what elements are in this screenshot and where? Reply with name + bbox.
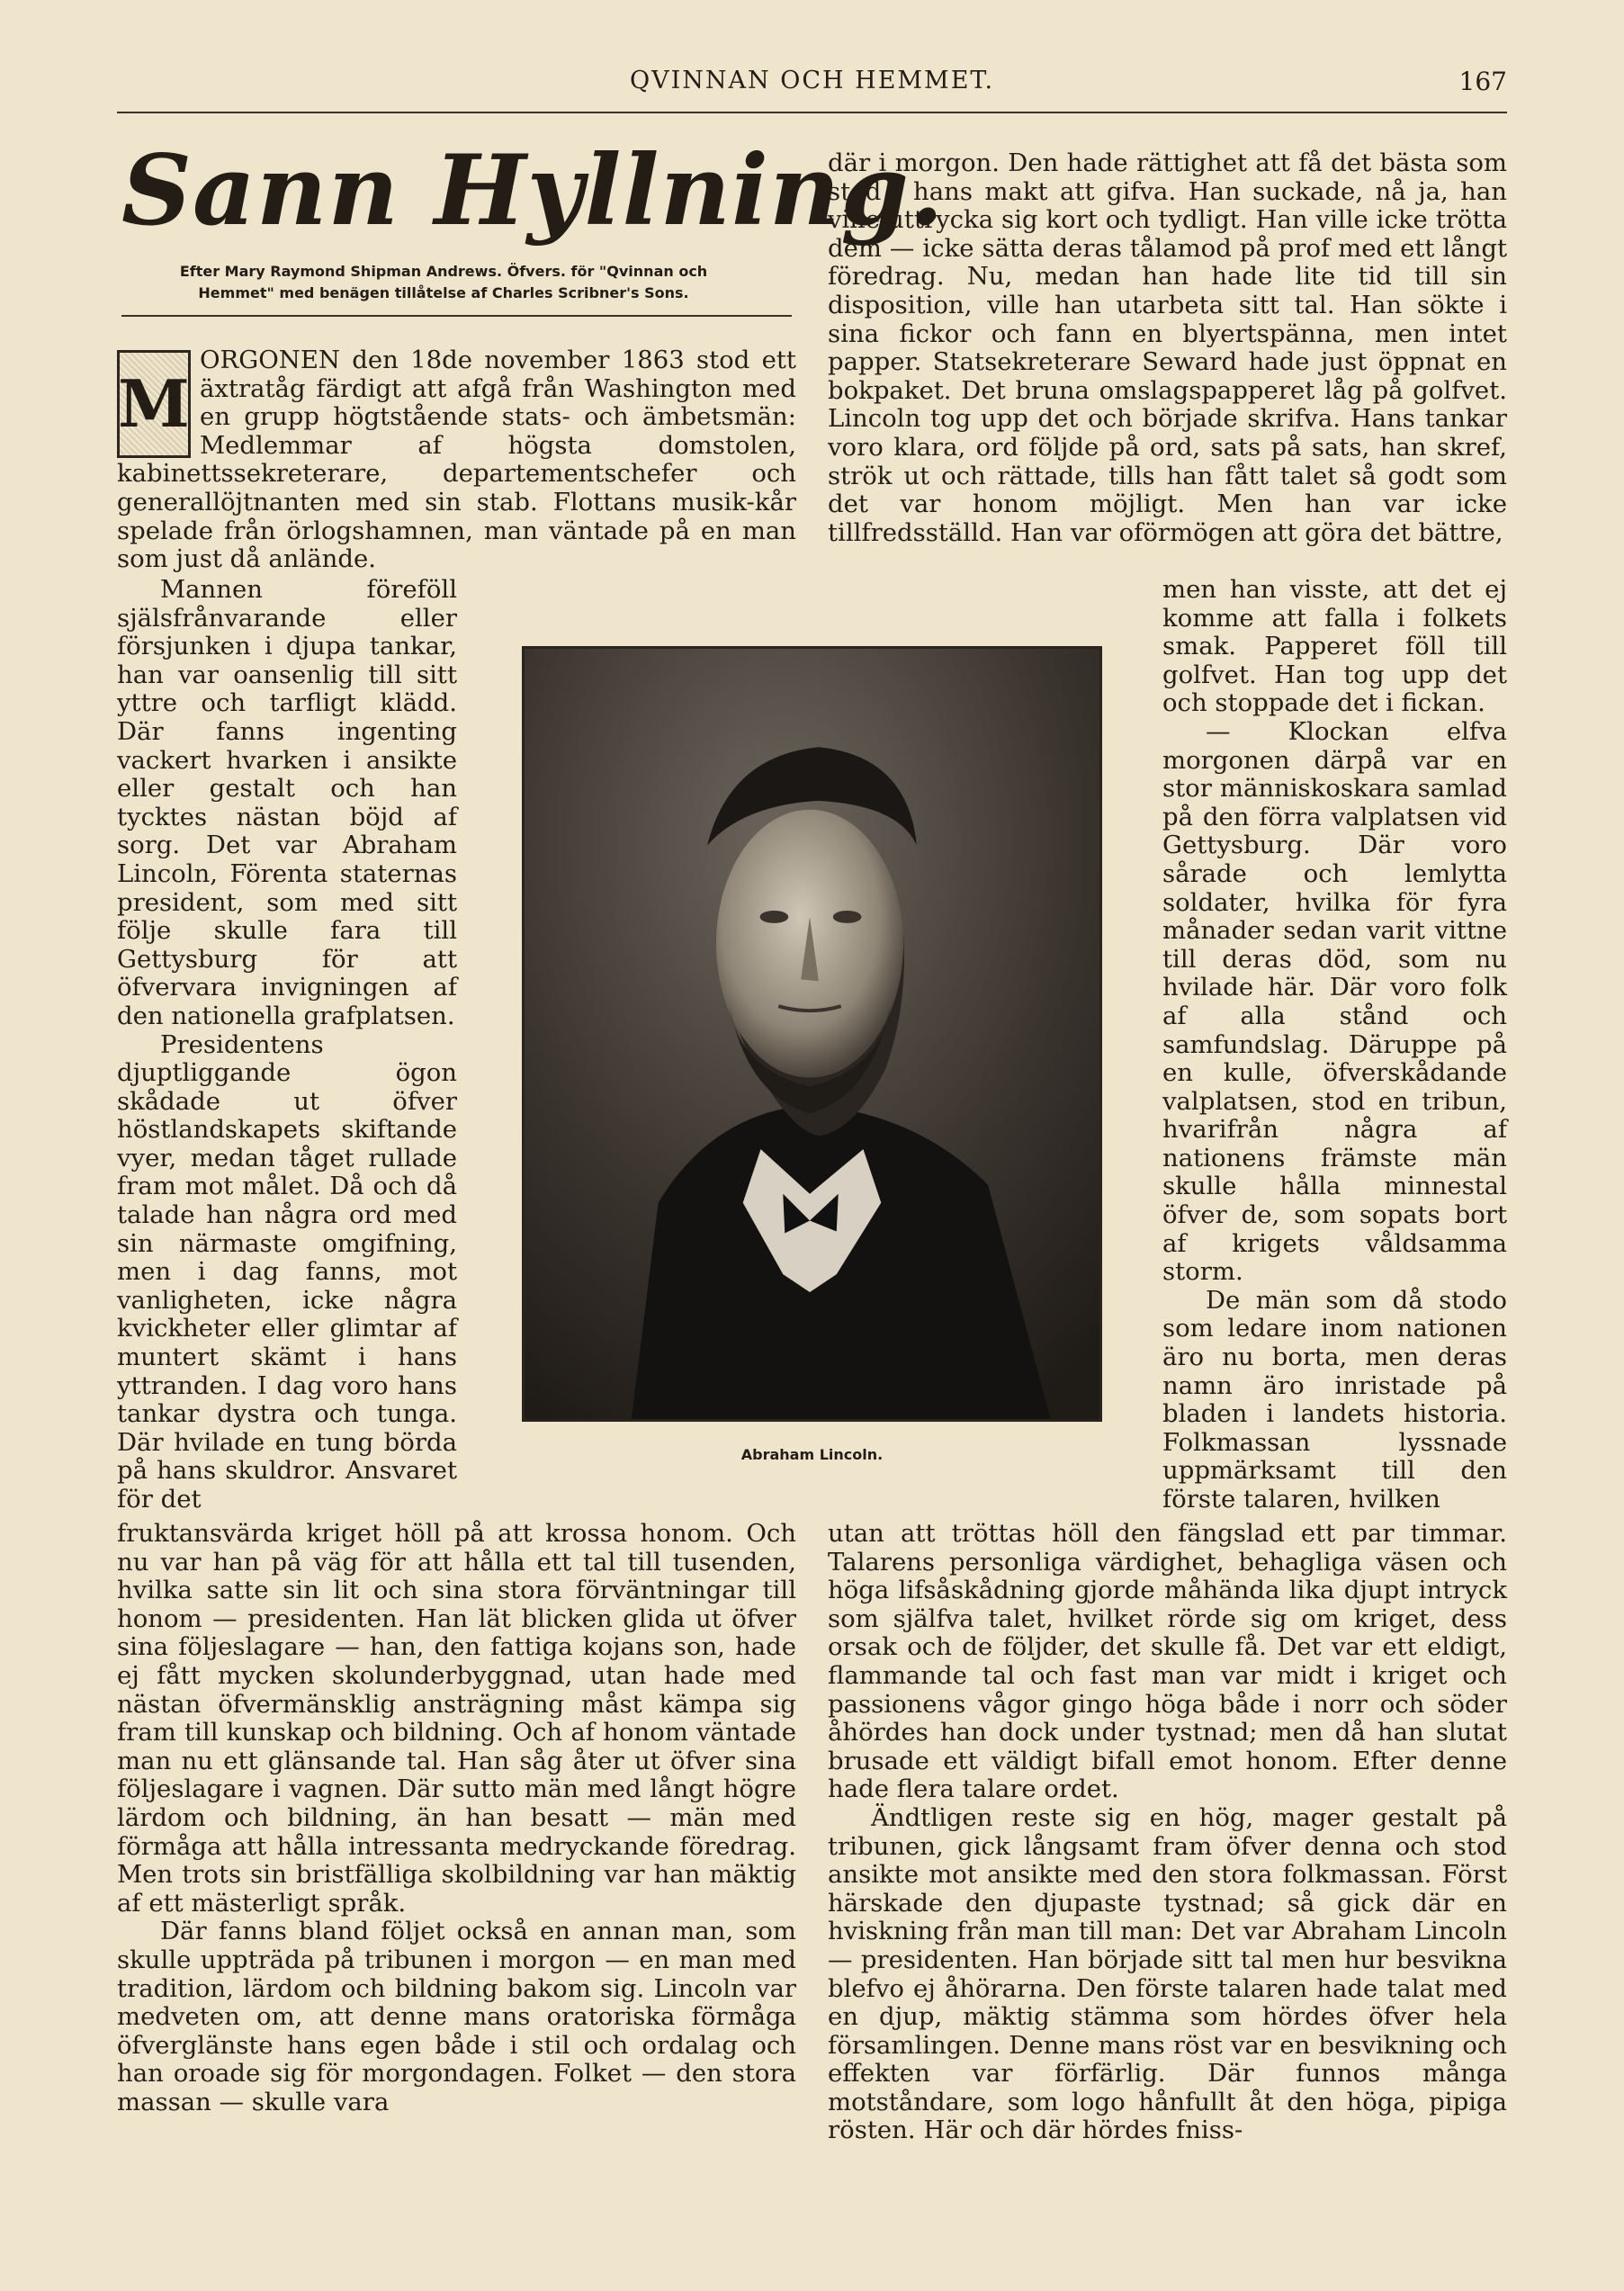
left-column-bottom [117, 1520, 796, 2116]
paragraph: — Klockan elfva morgonen därpå var en stor människoskara samlad på den förra valplatsen vid Gettysburg. Där voro sårade och lemlytta soldater, hvilka för fyra månader sedan varit vittne till deras död, som nu hvilade här. Där voro folk af alla stånd och samfundslag. Däruppe på en kulle, öfverskådande valplatsen, stod en tribun, hvarifrån några af nationens främste män skulle hålla minnestal öfver de, som sopats bort af krigets våldsamma storm. [1162, 716, 1507, 1287]
running-title: QVINNAN OCH HEMMET. [629, 67, 995, 94]
left-column-narrow [117, 576, 457, 1514]
paragraph: De män som då stodo som ledare inom nationen äro nu borta, men deras namn äro inristade på bladen i landets historia. Folkmassan lyssnade uppmärksamt till den förste talaren, hvilken [1162, 1285, 1507, 1514]
article-title: Sann Hyllning. [121, 134, 945, 247]
paragraph: Presidentens djuptliggande ögon skådade ut öfver höstlandskapets skiftande vyer, medan tåget rullade fram mot målet. Då och då talade han några ord med sin närmaste omgifning, men i dag fanns, mot vanligheten, icke några kvickheter eller glimtar af muntert skämt i hans yttranden. I dag voro hans tankar dystra och tunga. Där hvilade en tung börda på hans skuldror. Ansvaret för det [117, 1029, 457, 1514]
dropcap-ornament: M [117, 350, 191, 458]
paragraph: Där fanns bland följet också en annan man, som skulle uppträda på tribunen i morgon — en man med tradition, lärdom och bildning bakom sig. Lincoln var medveten om, att denne mans oratoriska förmåga öfverglänste hans egen både i stil och ordalag och han oroade sig för morgondagen. Folket — den stora massan — skulle vara [117, 1917, 796, 2116]
paragraph: fruktansvärda kriget höll på att krossa honom. Och nu var han på väg för att hålla ett tal till tusenden, hvilka satte sin lit och sina stora förväntningar till honom — presidenten. Han lät blicken glida ut öfver sina följeslagare — han, den fattiga kojans son, hade ej fått mycken skolunderbyggnad, utan hade med nästan öfvermänsklig ansträgning måst kämpa sig fram till kunskap och bildning. Och af honom väntade man nu ett glänsande tal. Han såg åter ut öfver sina följeslagare i vagnen. Där sutto män med långt högre lärdom och bildning, än han besatt — män med förmåga att hålla intressanta medryckande föredrag. Men trots sin bristfälliga skolbildning var han mäktig af ett mästerligt språk. [117, 1519, 796, 1918]
title-divider [121, 315, 792, 317]
paragraph: men han visste, att det ej komme att falla i folkets smak. Papperet föll till golfvet. Han tog upp det och stoppade det i fickan. [1162, 575, 1507, 718]
right-column-top [828, 149, 1507, 547]
paragraph: där i morgon. Den hade rättighet att få det bästa som stod i hans makt att gifva. Han suckade, nå ja, han ville uttrycka sig kort och tydligt. Han ville icke trötta dem — icke sätta deras tålamod på prof med ett långt föredrag. Nu, medan han hade lite tid till sin disposition, ville han utarbeta sitt tal. Han sökte i sina fickor och fann en blyertspänna, men intet papper. Statsekreterare Seward hade just öppnat en bokpaket. Det bruna omslagspapperet låg på golfvet. Lincoln tog upp det och började skrifva. Hans tankar voro klara, ord följde på ord, sats på sats, han skref, strök ut och rättade, tills han fått talet så godt som det var honom möjligt. Men han var icke tillfredsställd. Han var oförmögen att göra det bättre, [828, 148, 1507, 547]
right-column-narrow [1162, 576, 1507, 1514]
page-number: 167 [1458, 67, 1507, 96]
lincoln-portrait [522, 646, 1102, 1422]
portrait-caption: Abraham Lincoln. [740, 1446, 884, 1463]
paragraph: Mannen föreföll själsfrånvarande eller försjunken i djupa tankar, han var oansenlig till sitt yttre och tarfligt klädd. Där fanns ingenting vackert hvarken i ansikte eller gestalt och han tycktes nästan böjd af sorg. Det var Abraham Lincoln, Förenta staternas president, som med sitt följe skulle fara till Gettysburg för att öfvervara invigningen af den nationella grafplatsen. [117, 575, 457, 1030]
paragraph: utan att tröttas höll den fängslad ett par timmar. Talarens personliga värdighet, behagliga väsen och höga lifsåskådning gjorde måhända lika djupt intryck som själfva talet, hvilket rörde sig om kriget, dess orsak och de följder, det skulle få. Det var ett eldigt, flammande tal och fast man var midt i kriget och passionens vågor gingo höga både i norr och söder åhördes han dock under tystnad; men då han slutat brusade ett väldigt bifall emot honom. Efter denne hade flera talare ordet. [828, 1519, 1507, 1804]
article-byline: Efter Mary Raymond Shipman Andrews. Öfvers. för "Qvinnan och Hemmet" med benägen tillåtelse af Charles Scribner's Sons. [179, 263, 708, 301]
paragraph: Ändtligen reste sig en hög, mager gestalt på tribunen, gick långsamt fram öfver denna och stod ansikte mot ansikte med den stora folkmassan. Först härskade den djupaste tystnad; så gick där en hviskning från man till man: Det var Abraham Lincoln — presidenten. Han började sitt tal men hur besvikna blefvo ej åhörarna. Den förste talaren hade talat med en djup, mäktig stämma som hördes öfver hela församlingen. Denne mans röst var en besvikning och effekten var förfärlig. Där funnos många motståndare, som logo hånfullt åt den höga, pipiga rösten. Här och där hördes fniss- [828, 1802, 1507, 2145]
running-header [117, 61, 1507, 113]
right-column-bottom [828, 1520, 1507, 2145]
portrait-illustration [525, 649, 1099, 1419]
paragraph-opening: ORGONEN den 18de november 1863 stod ett äxtratåg färdigt att afgå från Washington med en grupp högtstående stats- och ämbetsmän: Medlemmar af högsta domstolen, kabinettssekreterare, departementschefer och generallöjtnanten med sin stab. Flottans musik-kår spelade från örlogshamnen, man väntade på en man som just då anlände. [117, 346, 796, 574]
left-column-top [117, 346, 796, 574]
